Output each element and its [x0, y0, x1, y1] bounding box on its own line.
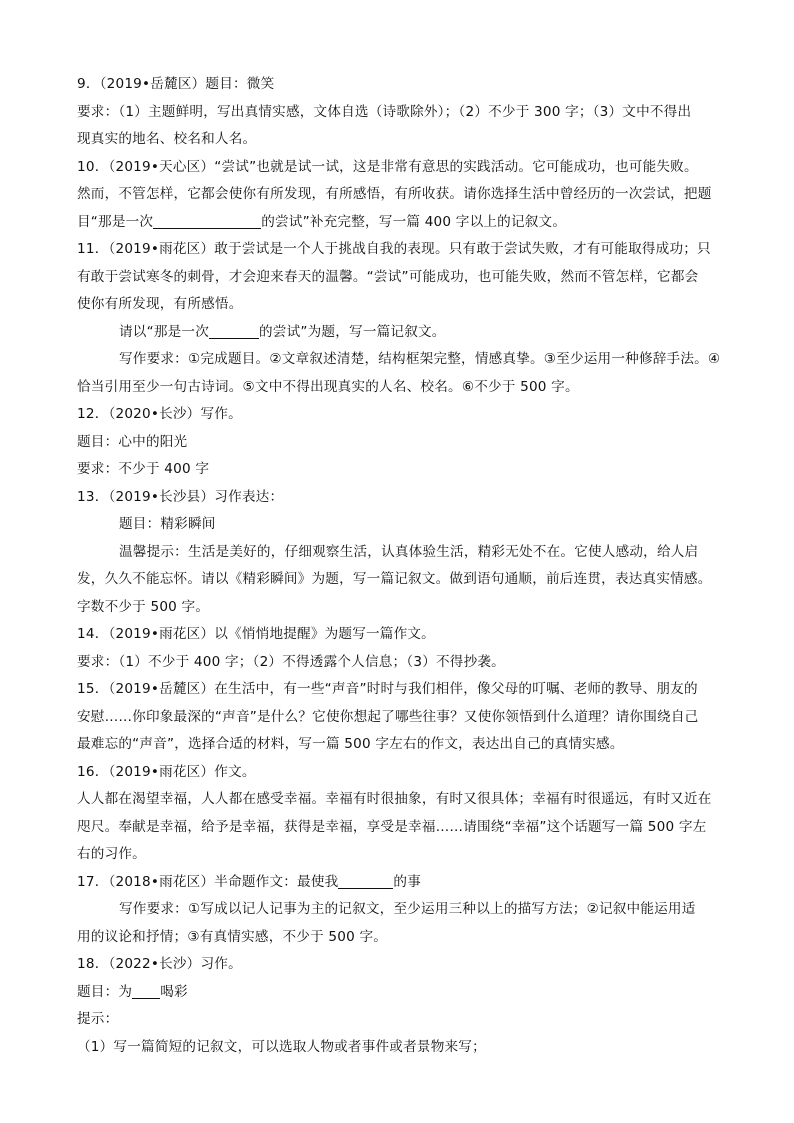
question-14-requirement: 要求：（1）不少于 400 字；（2）不得透露个人信息；（3）不得抄袭。 [77, 653, 505, 670]
question-18 [77, 951, 725, 1061]
question-17-title [77, 869, 725, 897]
question-16-prompt-line: 咫尺。奉献是幸福，给予是幸福，获得是幸福，享受是幸福……请围绕“幸福”这个话题写一篇 500 字左 [77, 818, 707, 835]
fill-in-blank [153, 212, 261, 229]
question-12-topic: 题目：心中的阳光 [77, 433, 188, 450]
question-13-tip-line: 字数不少于 500 字。 [77, 598, 210, 615]
question-13-tip-line: 发，久久不能忘怀。请以《精彩瞬间》为题，写一篇记叙文。做到语句通顺，前后连贯，表达真实情感。 [77, 571, 712, 587]
question-13-title: 13．（2019•长沙县）习作表达： [77, 488, 284, 505]
question-18-topic [77, 979, 725, 1007]
question-10-prompt-line: 10．（2019•天心区）“尝试”也就是试一试，这是非常有意思的实践活动。它可能成功，也可能失败。 [77, 158, 698, 175]
fill-in-blank [132, 982, 160, 999]
question-17-requirement-line: 用的议论和抒情；③有真情实感，不少于 500 字。 [77, 928, 388, 945]
text-before-blank: 题目：为 [77, 983, 133, 1000]
question-18-hint-line: （1）写一篇简短的记叙文，可以选取人物或者事件或者景物来写； [77, 1038, 486, 1055]
fill-in-blank [209, 322, 259, 339]
question-9 [77, 71, 725, 154]
text-after-blank: 喝彩 [160, 983, 188, 1000]
question-11-requirement-line: 恰当引用至少一句古诗词。⑤文中不得出现真实的人名、校名。⑥不少于 500 字。 [77, 378, 579, 395]
question-10-prompt-line: 然而，不管怎样，它都会使你有所发现，有所感悟，有所收获。请你选择生活中曾经历的一次尝试，把题 [77, 186, 712, 202]
question-17-requirement-line: 写作要求：①写成以记人记事为主的记叙文，至少运用三种以上的描写方法；②记叙中能运用适 [119, 901, 696, 917]
question-10-prompt-line [77, 209, 725, 237]
question-17 [77, 869, 725, 952]
question-15-prompt-line: 15．（2019•岳麓区）在生活中，有一些“声音”时时与我们相伴，像父母的叮嘱、老师的教导、朋友的 [77, 681, 698, 697]
question-list [77, 71, 725, 1061]
text-before-blank: 目“那是一次 [77, 213, 154, 230]
question-10 [77, 154, 725, 237]
text-after-blank: 的尝试”补充完整，写一篇 400 字以上的记叙文。 [261, 213, 567, 230]
question-16-prompt-line: 人人都在渴望幸福，人人都在感受幸福。幸福有时很抽象，有时又很具体；幸福有时很遥远，有时又近在 [77, 791, 712, 807]
question-15-prompt-line: 最难忘的“声音”，选择合适的材料，写一篇 500 字左右的作文，表达出自己的真情实感。 [77, 736, 624, 752]
question-11-requirement-line: 写作要求：①完成题目。②文章叙述清楚，结构框架完整，情感真挚。③至少运用一种修辞手法。④ [119, 351, 721, 367]
question-16 [77, 759, 725, 869]
text-after-blank: 的事 [393, 873, 422, 890]
question-11-prompt-line: 使你有所发现，有所感悟。 [77, 296, 243, 312]
text-before-blank: 请以“那是一次 [119, 323, 210, 340]
question-14 [77, 621, 725, 676]
question-16-prompt-line: 右的习作。 [77, 846, 146, 862]
question-12-title: 12．（2020•长沙）写作。 [77, 406, 242, 422]
question-11-prompt-line: 有敢于尝试寒冬的刺骨，才会迎来春天的温馨。“尝试”可能成功，也可能失败，然而不管怎样，它都会 [77, 268, 699, 285]
question-13-tip-line: 温馨提示：生活是美好的，仔细观察生活，认真体验生活，精彩无处不在。它使人感动，给人启 [119, 543, 699, 560]
question-9-requirement-line: 要求：（1）主题鲜明，写出真情实感，文体自选（诗歌除外）；（2）不少于 300 字；（3）文中不得出 [77, 103, 692, 120]
question-13 [77, 484, 725, 622]
question-18-title: 18．（2022•长沙）习作。 [77, 956, 242, 972]
fill-in-blank [338, 872, 393, 889]
text-before-blank: 17．（2018•雨花区）半命题作文：最使我 [77, 873, 339, 890]
question-18-hint-label: 提示： [77, 1011, 119, 1027]
question-11-prompt-line: 11．（2019•雨花区）敢于尝试是一个人于挑战自我的表现。只有敢于尝试失败，才有可能取得成功；只 [77, 241, 711, 257]
question-14-title: 14．（2019•雨花区）以《悄悄地提醒》为题写一篇作文。 [77, 626, 435, 642]
question-9-title: 9．（2019•岳麓区）题目：微笑 [77, 76, 275, 92]
question-12 [77, 401, 725, 484]
question-13-topic: 题目：精彩瞬间 [119, 516, 216, 532]
question-15 [77, 676, 725, 759]
question-15-prompt-line: 安慰……你印象最深的“声音”是什么？它使你想起了哪些往事？又使你领悟到什么道理？请你围绕自己 [77, 708, 699, 725]
question-11 [77, 236, 725, 401]
question-16-title: 16．（2019•雨花区）作文。 [77, 763, 256, 780]
text-after-blank: 的尝试”为题，写一篇记叙文。 [259, 323, 446, 340]
question-9-requirement-line: 现真实的地名、校名和人名。 [77, 131, 257, 147]
question-12-requirement: 要求：不少于 400 字 [77, 461, 210, 477]
question-11-title-line [77, 319, 725, 347]
